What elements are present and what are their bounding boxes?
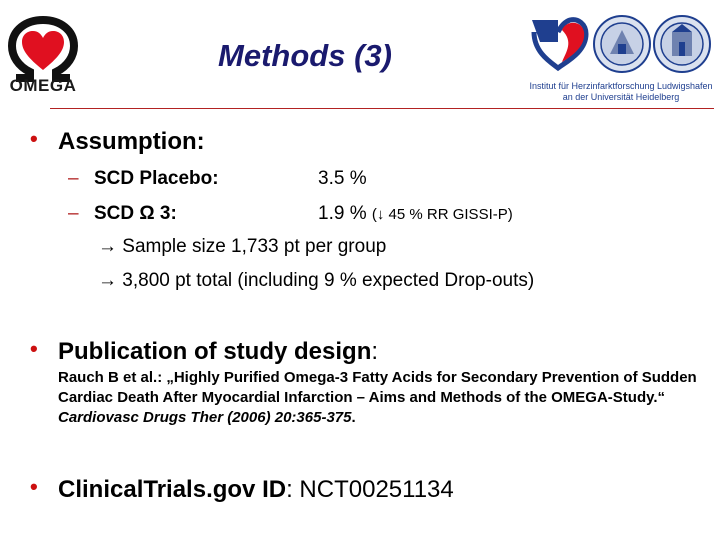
arrow-right-icon: → (98, 236, 117, 257)
arrow-right-icon: → (98, 270, 117, 291)
bullet-icon: • (30, 474, 38, 499)
citation-journal: Cardiovasc Drugs Ther (2006) 20:365-375 (58, 409, 352, 426)
header-divider (50, 108, 714, 109)
total-patients-line (98, 270, 534, 292)
clinicaltrials-id: NCT00251134 (299, 476, 454, 503)
assumption-heading: Assumption: (58, 128, 205, 155)
bullet-icon: • (30, 126, 38, 151)
scd-placebo-label: SCD Placebo: (94, 168, 219, 189)
clinicaltrials-colon: : (286, 476, 300, 503)
clinicaltrials-label: ClinicalTrials.gov ID (58, 476, 287, 503)
dash-marker: – (68, 203, 79, 224)
institute-line-2: an der Universität Heidelberg (562, 92, 680, 102)
institute-heart-logo (528, 12, 590, 72)
page-title: Methods (3) (218, 38, 392, 73)
publication-colon: : (371, 338, 379, 365)
clinicaltrials-line (58, 476, 454, 504)
sample-size-line (98, 236, 386, 258)
sample-size-text: Sample size 1,733 pt per group (122, 236, 387, 257)
university-seal-icon (652, 14, 712, 74)
institute-line-1: Institut für Herzinfarktforschung Ludwigshafen (529, 81, 713, 91)
scd-omega3-note: (↓ 45 % RR GISSI-P) (371, 206, 513, 223)
scd-placebo-value: 3.5 % (318, 168, 367, 189)
citation-text: Rauch B et al.: „Highly Purified Omega-3 Fatty Acids for Secondary Prevention of Sudden Cardiac Death After Myocardial Infarction – Aims and Methods of the OMEGA-Study.“ (58, 369, 697, 406)
citation-end: . (351, 409, 356, 426)
bullet-icon: • (30, 336, 38, 361)
scd-omega3-label: SCD Ω 3: (94, 203, 177, 224)
institute-name (522, 81, 720, 103)
publication-heading (58, 338, 378, 366)
total-patients-text: 3,800 pt total (including 9 % expected Drop-outs) (122, 270, 535, 291)
publication-citation (58, 368, 708, 428)
omega-logo-text: OMEGA (9, 76, 77, 95)
dash-marker: – (68, 168, 79, 189)
publication-label: Publication of study design (58, 338, 372, 365)
university-seal-icon (592, 14, 652, 74)
scd-omega3-value-line (318, 203, 513, 225)
scd-omega3-value: 1.9 % (318, 203, 367, 224)
